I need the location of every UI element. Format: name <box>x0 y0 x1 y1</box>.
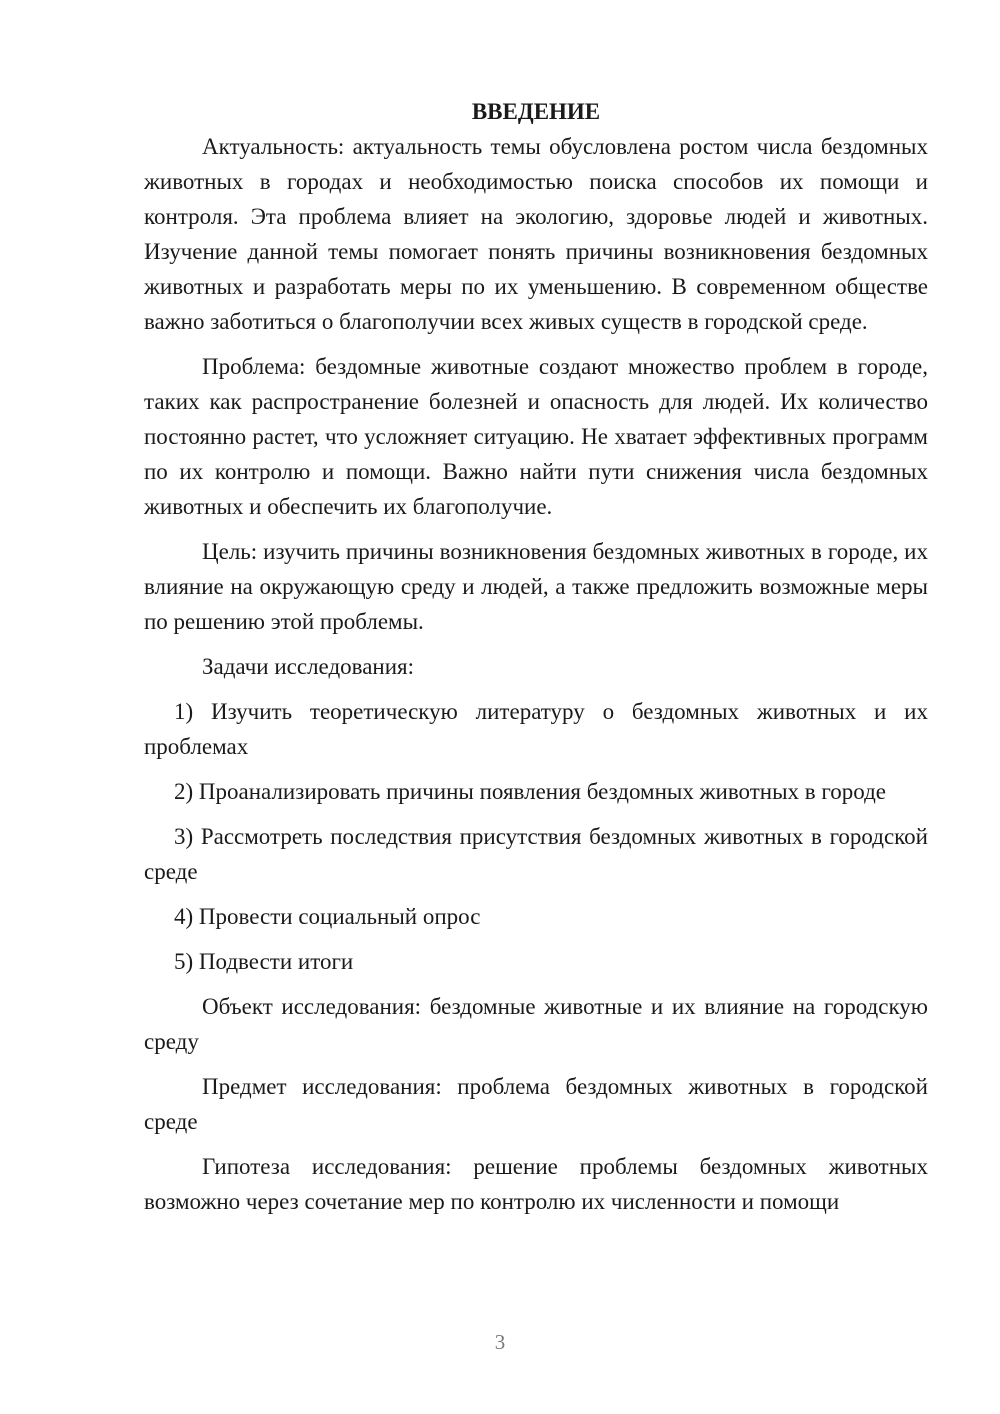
task-item-2: 2) Проанализировать причины появления бездомных животных в городе <box>174 779 887 804</box>
hypothesis-paragraph: Гипотеза исследования: решение проблемы бездомных животных возможно через сочетание мер по контролю их численности и помощи <box>144 1154 928 1214</box>
document-body <box>144 94 928 1219</box>
subject-paragraph: Предмет исследования: проблема бездомных животных в городской среде <box>144 1074 928 1134</box>
goal-paragraph: Цель: изучить причины возникновения бездомных животных в городе, их влияние на окружающую среду и людей, а также предложить возможные меры по решению этой проблемы. <box>144 539 928 634</box>
page-number: 3 <box>494 1330 506 1354</box>
task-item-4: 4) Провести социальный опрос <box>174 904 481 929</box>
relevance-paragraph: Актуальность: актуальность темы обусловлена ростом числа бездомных животных в городах и необходимостью поиска способов их помощи и контроля. Эта проблема влияет на экологию, здоровье людей и животных. Изучение данной темы помогает понять причины возникновения бездомных животных и разработать меры по их уменьшению. В современном обществе важно заботиться о благополучии всех живых существ в городской среде. <box>144 134 928 334</box>
task-item-5: 5) Подвести итоги <box>174 949 354 974</box>
problem-paragraph: Проблема: бездомные животные создают множество проблем в городе, таких как распространение болезней и опасность для людей. Их количество постоянно растет, что усложняет ситуацию. Не хватает эффективных программ по их контролю и помощи. Важно найти пути снижения числа бездомных животных и обеспечить их благополучие. <box>144 354 928 519</box>
tasks-heading: Задачи исследования: <box>202 654 415 679</box>
section-title: ВВЕДЕНИЕ <box>471 99 601 124</box>
task-item-3: 3) Рассмотреть последствия присутствия бездомных животных в городской среде <box>144 824 928 884</box>
object-paragraph: Объект исследования: бездомные животные и их влияние на городскую среду <box>144 994 928 1054</box>
task-item-1: 1) Изучить теоретическую литературу о бездомных животных и их проблемах <box>144 699 928 759</box>
